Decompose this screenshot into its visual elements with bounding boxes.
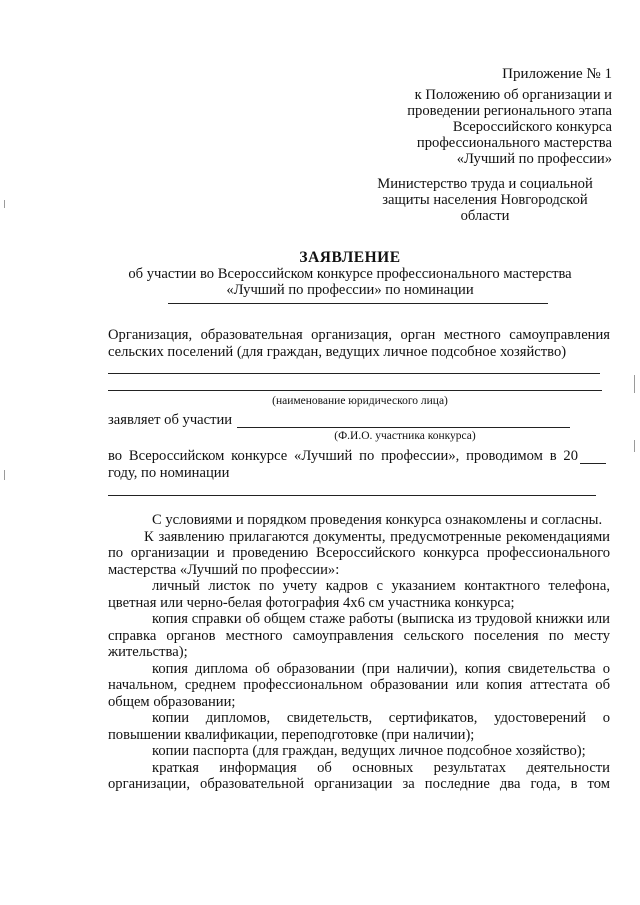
subtitle-line: «Лучший по профессии» по номинации [226,282,474,298]
scan-edge-mark [634,375,635,393]
addressee-line: защиты населения Новгородской [382,192,588,208]
scan-edge-mark [4,200,5,208]
participant-caption: (Ф.И.О. участника конкурса) [334,430,476,442]
organization-label-line-2: сельских поселений (для граждан, ведущих личное подсобное хозяйство) [108,344,567,360]
legal-entity-caption: (наименование юридического лица) [272,395,448,407]
body-paragraph: копия диплома об образовании (при наличии), копия свидетельства о начальном, среднем профессиональном образовании или копия аттестата об общем образовании; [108,660,610,710]
scan-edge-mark [4,470,5,480]
body-paragraph: К заявлению прилагаются документы, предусмотренные рекомендациями по организации и проведению Всероссийского конкурса профессионального мастерства «Лучший по профессии»: [108,528,610,578]
body-paragraph: копия справки об общем стаже работы (выписка из трудовой книжки или справка органов местного самоуправления сельского поселения по месту жительства); [108,611,610,660]
year-fill-line [580,463,606,464]
appendix-ref-line: «Лучший по профессии» [456,151,612,167]
organization-fill-line-1 [108,373,600,374]
body-paragraph: личный листок по учету кадров с указанием контактного телефона, цветная или черно-белая фотография 4х6 см участника конкурса; [108,578,610,611]
document-title: ЗАЯВЛЕНИЕ [299,249,401,266]
subtitle-line: об участии во Всероссийском конкурсе профессионального мастерства [128,266,572,282]
organization-label-line-1: Организация, образовательная организация, орган местного самоуправления [108,327,610,343]
nomination-fill-line-2 [108,495,596,496]
participant-fill-line [237,427,570,428]
appendix-ref-line: профессионального мастерства [416,135,612,151]
appendix-ref-line: к Положению об организации и [414,87,612,103]
appendix-ref-line: Всероссийского конкурса [452,119,612,135]
body-paragraph: С условиями и порядком проведения конкурса ознакомлены и согласны. [152,512,603,528]
body-paragraph: краткая информация об основных результатах деятельности организации, образовательной организации за последние два года, в том [108,759,610,792]
declares-participation-label: заявляет об участии [108,412,233,428]
addressee-block [365,176,605,224]
document-subtitle [0,266,640,298]
addressee-line: Министерство труда и социальной [377,176,593,192]
appendix-title: Приложение № 1 [502,66,612,82]
addressee-line: области [460,208,510,224]
document-body [108,512,610,793]
organization-fill-line-2 [108,390,602,391]
contest-year-label: во Всероссийском конкурсе «Лучший по профессии», проводимом в 20 [108,448,578,464]
scan-edge-mark [634,440,635,452]
nomination-fill-line [168,303,548,304]
appendix-ref-line: проведении регионального этапа [407,103,612,119]
appendix-reference [352,87,612,167]
body-paragraph: копии паспорта (для граждан, ведущих личное подсобное хозяйство); [152,743,586,759]
contest-nomination-label: году, по номинации [108,465,230,481]
body-paragraph: копии дипломов, свидетельств, сертификатов, удостоверений о повышении квалификации, переподготовке (при наличии); [108,710,610,743]
